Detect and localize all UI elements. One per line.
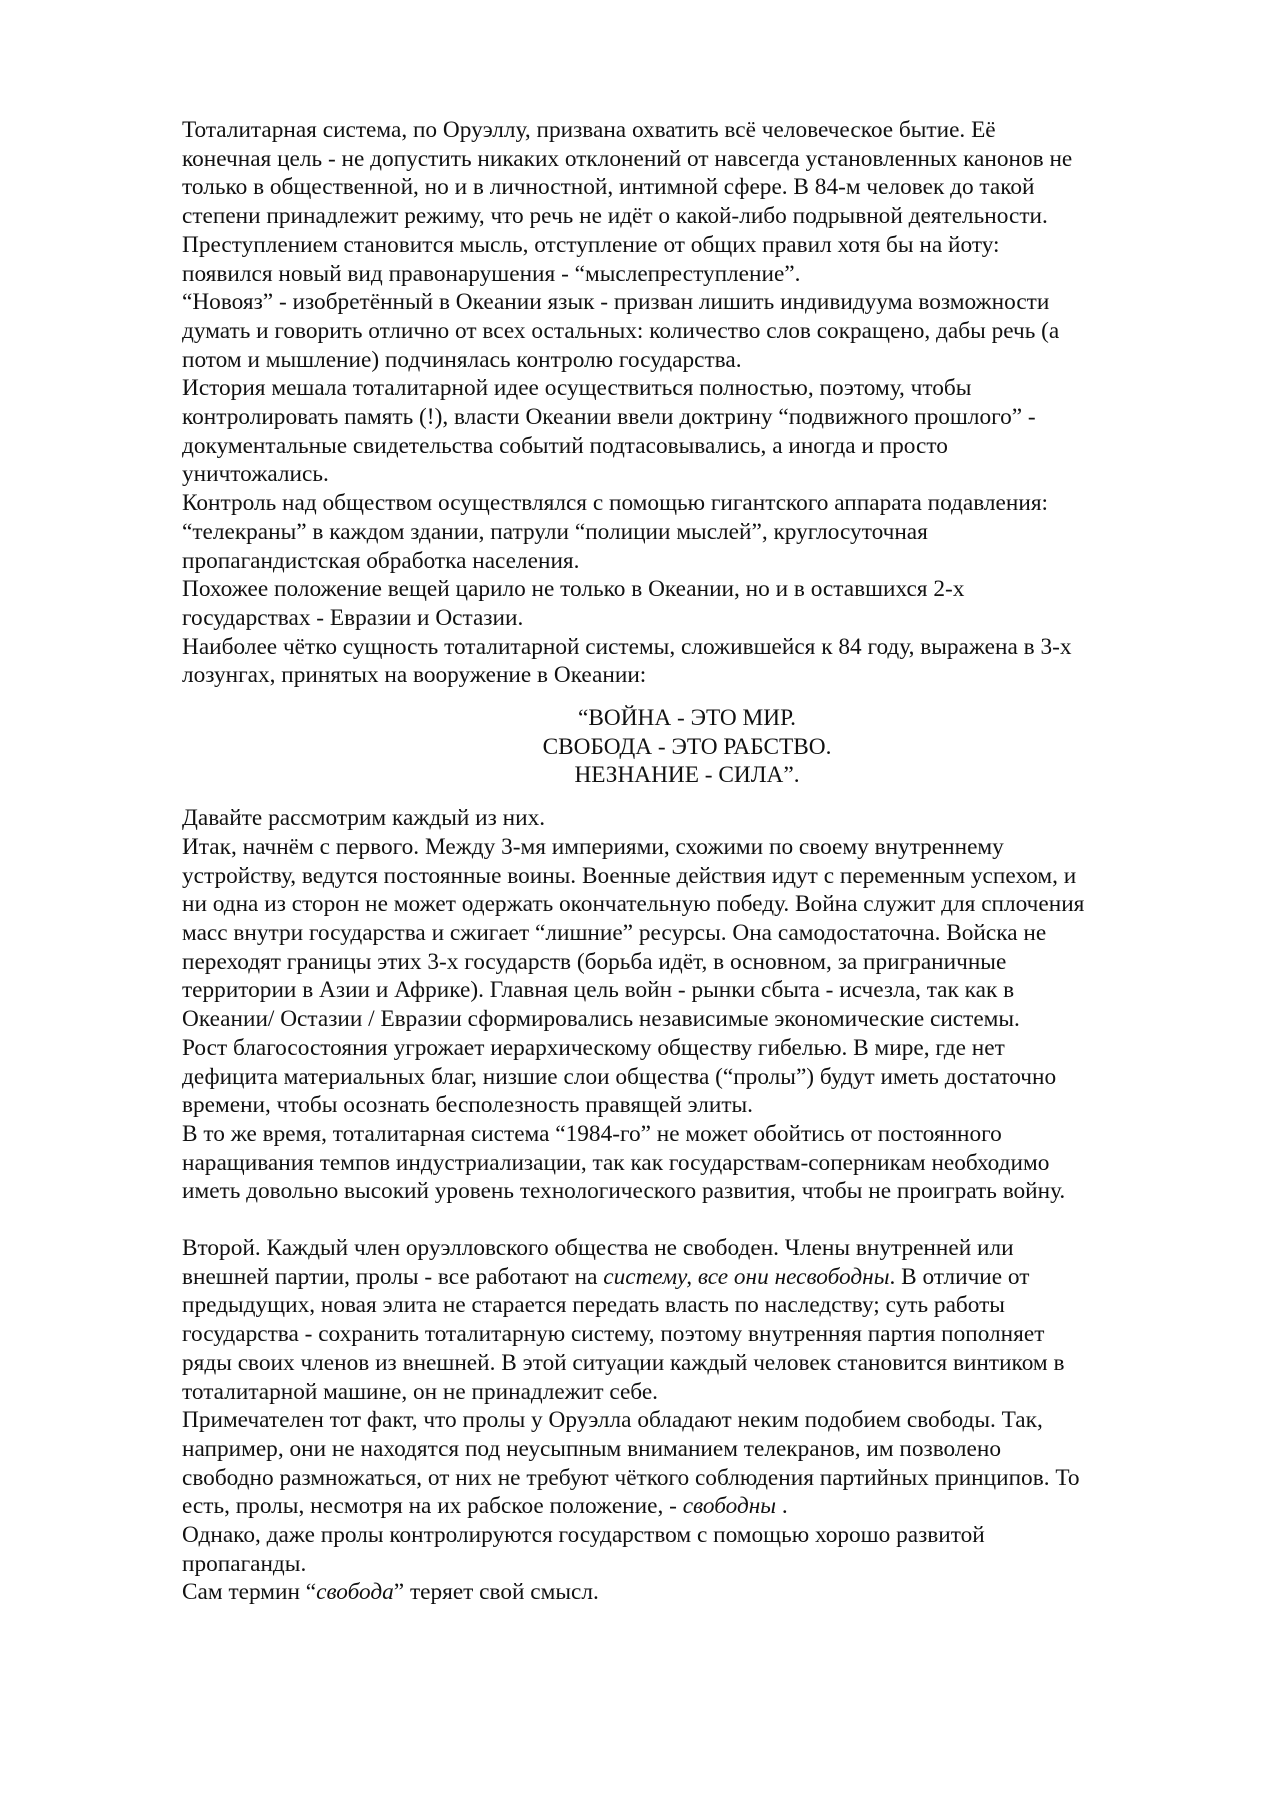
italic-text: свобода — [316, 1579, 394, 1606]
text-line: времени, чтобы осознать бесполезность правящей элиты. — [182, 1092, 753, 1119]
text-run: . В отличие от — [889, 1263, 1030, 1290]
document-page — [182, 116, 1192, 1607]
text-line — [182, 1263, 1192, 1292]
text-line: Давайте рассмотрим каждый из них. — [182, 805, 546, 832]
text-line: документальные свидетельства событий подтасовывались, а иногда и просто — [182, 432, 948, 459]
text-line: Преступлением становится мысль, отступление от общих правил хотя бы на йоту: — [182, 231, 1000, 258]
spacer — [182, 690, 1192, 704]
italic-text: систему, все они несвободны — [603, 1263, 890, 1290]
section-second-slogan — [182, 1234, 1192, 1607]
italic-text: свободны — [682, 1493, 777, 1520]
text-line: Итак, начнём с первого. Между 3-мя империями, схожими по своему внутреннему — [182, 833, 1004, 860]
text-run: ” теряет свой смысл. — [393, 1579, 599, 1606]
paragraph-other-states — [182, 575, 1192, 632]
paragraph-control — [182, 489, 1192, 575]
slogan-freedom-slavery: СВОБОДА - ЭТО РАБСТВО. — [542, 733, 832, 760]
text-run: Сам термин “ — [182, 1579, 317, 1606]
paragraph-slogans-intro — [182, 633, 1192, 690]
spacer — [182, 790, 1192, 804]
text-line: государства - сохранить тоталитарную систему, поэтому внутренняя партия пополняет — [182, 1321, 1045, 1348]
text-line: пропаганды. — [182, 1550, 307, 1577]
text-line: предыдущих, новая элита не старается передать власть по наследству; суть работы — [182, 1292, 1005, 1319]
text-line: конечная цель - не допустить никаких отклонений от навсегда установленных канонов не — [182, 145, 1073, 172]
paragraph-history — [182, 374, 1192, 489]
text-line: государствах - Евразии и Остазии. — [182, 604, 524, 631]
text-line: Наиболее чётко сущность тоталитарной системы, сложившейся к 84 году, выражена в 3-х — [182, 633, 1072, 660]
text-line: свободно размножаться, от них не требуют чёткого соблюдения партийных принципов. То — [182, 1464, 1080, 1491]
text-run: есть, пролы, несмотря на их рабское положение, - — [182, 1493, 683, 1520]
text-line: уничтожались. — [182, 461, 329, 488]
text-line: наращивания темпов индустриализации, так как государствам-соперникам необходимо — [182, 1149, 1050, 1176]
text-run: . — [776, 1493, 788, 1520]
section-first-slogan — [182, 804, 1192, 1206]
text-line: контролировать память (!), власти Океании ввели доктрину “подвижного прошлого” - — [182, 404, 1036, 431]
text-line: устройству, ведутся постоянные воины. Военные действия идут с переменным успехом, и — [182, 862, 1077, 889]
text-line: “Новояз” - изобретённый в Океании язык - призван лишить индивидуума возможности — [182, 289, 1050, 316]
text-line: масс внутри государства и сжигает “лишние” ресурсы. Она самодостаточна. Войска не — [182, 919, 1047, 946]
text-line: тоталитарной машине, он не принадлежит себе. — [182, 1378, 658, 1405]
text-line: Океании/ Остазии / Евразии сформировались независимые экономические системы. — [182, 1006, 1020, 1033]
text-line: Второй. Каждый член оруэлловского общества не свободен. Члены внутренней или — [182, 1235, 1014, 1262]
text-line: думать и говорить отлично от всех остальных: количество слов сокращено, дабы речь (а — [182, 317, 1060, 344]
text-line: Тоталитарная система, по Оруэллу, призвана охватить всё человеческое бытие. Её — [182, 117, 996, 143]
text-line: ряды своих членов из внешней. В этой ситуации каждый человек становится винтиком в — [182, 1349, 1065, 1376]
text-line: История мешала тоталитарной идее осуществиться полностью, поэтому, чтобы — [182, 375, 972, 402]
text-line — [182, 1492, 1192, 1521]
text-line: В то же время, тоталитарная система “1984-го” не может обойтись от постоянного — [182, 1120, 1002, 1147]
text-line: переходят границы этих 3-х государств (борьба идёт, в основном, за приграничные — [182, 948, 1007, 975]
slogan-ignorance-strength: НЕЗНАНИЕ - СИЛА”. — [574, 762, 800, 789]
text-line — [182, 1578, 1192, 1607]
text-line: Похожее положение вещей царило не только в Океании, но и в оставшихся 2-х — [182, 576, 965, 603]
text-run: внешней партии, пролы - все работают на — [182, 1263, 604, 1290]
text-line: Примечателен тот факт, что пролы у Оруэлла обладают неким подобием свободы. Так, — [182, 1407, 1043, 1434]
text-line: иметь довольно высокий уровень технологического развития, чтобы не проиграть войну. — [182, 1178, 1066, 1205]
slogans-block — [182, 704, 1192, 790]
text-line: потом и мышление) подчинялась контролю государства. — [182, 346, 742, 373]
text-line: лозунгах, принятых на вооружение в Океании: — [182, 662, 647, 689]
text-line: “телекраны” в каждом здании, патрули “полиции мыслей”, круглосуточная — [182, 518, 928, 545]
text-line: Контроль над обществом осуществлялся с помощью гигантского аппарата подавления: — [182, 490, 1049, 517]
paragraph-totalitarian-system — [182, 116, 1192, 288]
text-line: только в общественной, но и в личностной, интимной сфере. В 84-м человек до такой — [182, 174, 1035, 201]
text-line: Однако, даже пролы контролируются государством с помощью хорошо развитой — [182, 1522, 985, 1549]
text-line: степени принадлежит режиму, что речь не идёт о какой-либо подрывной деятельности. — [182, 203, 1048, 230]
text-line: ни одна из сторон не может одержать окончательную победу. Война служит для сплочения — [182, 891, 1085, 918]
text-line: дефицита материальных благ, низшие слои общества (“пролы”) будут иметь достаточно — [182, 1063, 1057, 1090]
spacer — [182, 1206, 1192, 1234]
text-line: пропагандистская обработка населения. — [182, 547, 580, 574]
slogan-war-peace: “ВОЙНА - ЭТО МИР. — [578, 705, 796, 732]
text-line: например, они не находятся под неусыпным вниманием телекранов, им позволено — [182, 1435, 1001, 1462]
paragraph-newspeak — [182, 288, 1192, 374]
text-line: появился новый вид правонарушения - “мыслепреступление”. — [182, 260, 801, 287]
text-line: Рост благосостояния угрожает иерархическому обществу гибелью. В мире, где нет — [182, 1034, 1005, 1061]
text-line: территории в Азии и Африке). Главная цель войн - рынки сбыта - исчезла, так как в — [182, 977, 1015, 1004]
